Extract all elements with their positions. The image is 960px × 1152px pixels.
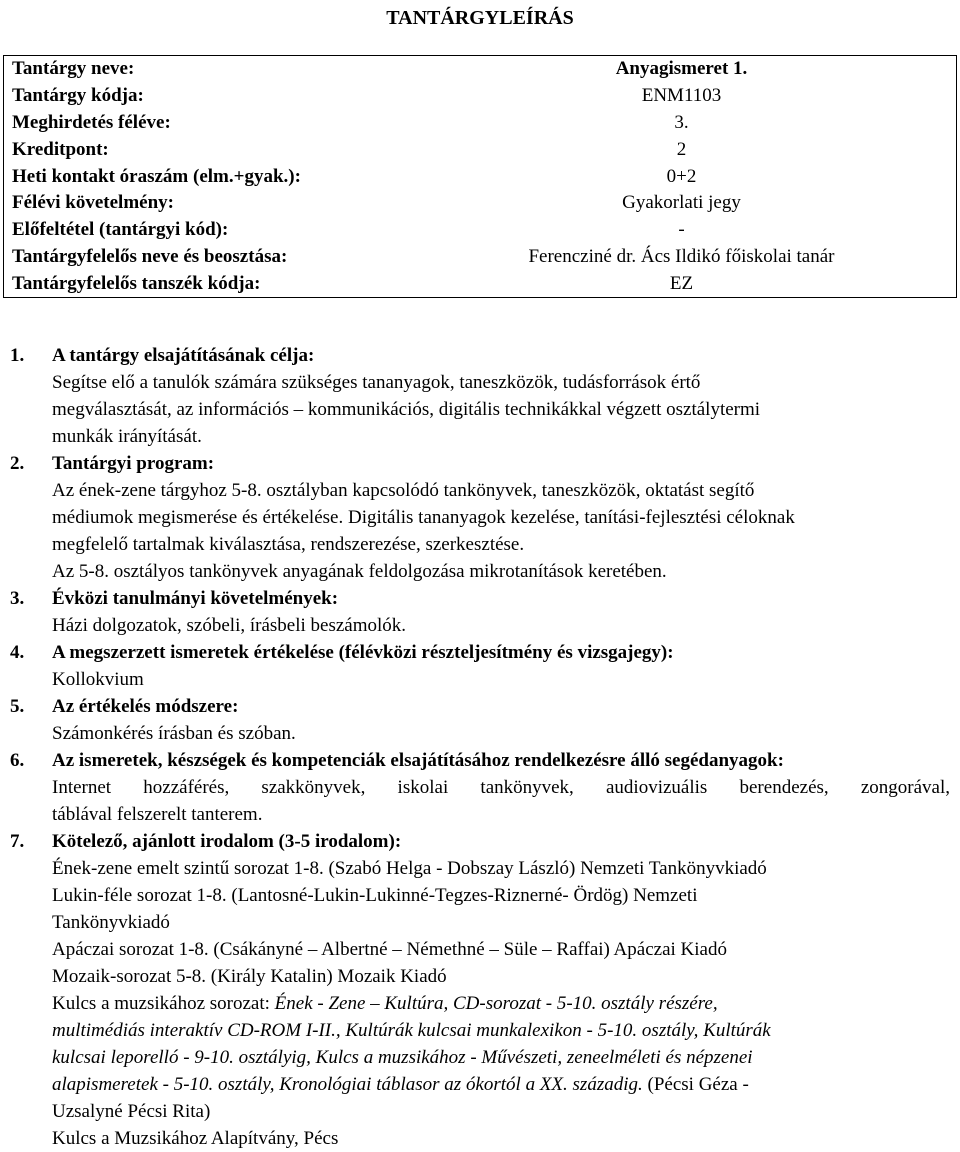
info-row-contact-hours: [4, 163, 957, 190]
kulcs-line-3: kulcsai leporelló - 9-10. osztályig, Kulcs a muzsikához - Művészeti, zeneelméleti és népzenei: [52, 1047, 753, 1068]
section-number: 4.: [10, 642, 25, 663]
section-title: A megszerzett ismeretek értékelése (félévközi részteljesítmény és vizsgajegy):: [52, 642, 674, 663]
section-2-line: médiumok megismerése és értékelése. Digitális tananyagok kezelése, tanítási-fejlesztési céloknak: [52, 507, 795, 528]
section-1-line: megválasztását, az információs – kommunikációs, digitális technikákkal végzett osztálytermi: [52, 399, 761, 420]
info-value-course-name: Anyagismeret 1.: [615, 58, 748, 80]
document-title: TANTÁRGYLEÍRÁS: [386, 7, 574, 29]
section-7-line: Ének-zene emelt szintű sorozat 1-8. (Szabó Helga - Dobszay László) Nemzeti Tankönyvkiadó: [52, 858, 767, 879]
info-row-department: [4, 270, 957, 297]
section-7-line: Mozaik-sorozat 5-8. (Király Katalin) Mozaik Kiadó: [52, 966, 447, 987]
info-row-prerequisite: [4, 217, 957, 244]
section-title: Évközi tanulmányi követelmények:: [52, 588, 339, 609]
course-sections: [0, 342, 960, 1152]
section-number: 6.: [10, 750, 25, 771]
section-6-line: táblával felszerelt tanterem.: [52, 804, 263, 825]
section-number: 1.: [10, 345, 25, 366]
info-value-department: EZ: [669, 272, 694, 294]
kulcs-line-4: [0, 1071, 960, 1098]
kulcs-prefix: Kulcs a muzsikához sorozat:: [52, 993, 275, 1014]
section-7-heading: [0, 828, 960, 855]
info-value-course-code: ENM1103: [641, 85, 722, 107]
info-row-course-name: [4, 56, 957, 83]
kulcs-italic: Ének - Zene – Kultúra, CD-sorozat - 5-10. osztály részére,: [274, 993, 718, 1014]
info-label: Kreditpont:: [12, 138, 109, 160]
section-3-heading: [0, 585, 960, 612]
section-2-line: Az 5-8. osztályos tankönyvek anyagának feldolgozása mikrotanítások keretében.: [52, 561, 667, 582]
info-value-responsible: Ferencziné dr. Ács Ildikó főiskolai tanár: [528, 245, 835, 267]
section-6-heading: [0, 747, 960, 774]
info-label: Tantárgyfelelős tanszék kódja:: [12, 272, 261, 294]
section-4-heading: [0, 639, 960, 666]
info-label: Félévi követelmény:: [12, 192, 174, 214]
info-row-responsible: [4, 244, 957, 271]
section-7-line: Tankönyvkiadó: [52, 912, 170, 933]
section-2-line: megfelelő tartalmak kiválasztása, rendszerezése, szerkesztése.: [52, 534, 525, 555]
kulcs-suffix: (Pécsi Géza -: [642, 1074, 749, 1095]
info-value-prerequisite: -: [678, 219, 685, 241]
info-label: Tantárgy neve:: [12, 58, 135, 80]
section-2-line: Az ének-zene tárgyhoz 5-8. osztályban kapcsolódó tankönyvek, taneszközök, oktatást segítő: [52, 480, 755, 501]
section-number: 2.: [10, 453, 25, 474]
info-row-requirement: [4, 190, 957, 217]
section-title: A tantárgy elsajátításának célja:: [52, 345, 315, 366]
course-info-table: [3, 55, 957, 298]
section-number: 7.: [10, 831, 25, 852]
info-value-semester: 3.: [674, 111, 689, 133]
info-label: Tantárgy kódja:: [12, 85, 144, 107]
kulcs-italic: alapismeretek - 5-10. osztály, Kronológiai táblasor az ókortól a XX. századig.: [52, 1074, 643, 1095]
section-7-last-line: Kulcs a Muzsikához Alapítvány, Pécs: [52, 1128, 339, 1149]
section-title: Az ismeretek, készségek és kompetenciák elsajátításához rendelkezésre álló segédanyagok:: [52, 750, 784, 771]
info-label: Tantárgyfelelős neve és beosztása:: [12, 245, 288, 267]
section-title: Az értékelés módszere:: [52, 696, 239, 717]
section-5-line: Számonkérés írásban és szóban.: [52, 723, 296, 744]
info-row-credits: [4, 136, 957, 163]
info-value-requirement: Gyakorlati jegy: [622, 192, 741, 214]
info-label: Heti kontakt óraszám (elm.+gyak.):: [12, 165, 301, 187]
info-row-course-code: [4, 83, 957, 110]
section-2-heading: [0, 450, 960, 477]
kulcs-line-1: [0, 990, 960, 1017]
info-label: Előfeltétel (tantárgyi kód):: [12, 219, 229, 241]
section-5-heading: [0, 693, 960, 720]
section-7-line: Lukin-féle sorozat 1-8. (Lantosné-Lukin-Lukinné-Tegzes-Riznerné- Ördög) Nemzeti: [52, 885, 698, 906]
info-value-contact-hours: 0+2: [666, 165, 697, 187]
section-number: 3.: [10, 588, 25, 609]
section-1-heading: [0, 342, 960, 369]
info-label: Meghirdetés féléve:: [12, 111, 171, 133]
kulcs-line-5: Uzsalyné Pécsi Rita): [52, 1101, 211, 1122]
section-number: 5.: [10, 696, 25, 717]
kulcs-line-2: multimédiás interaktív CD-ROM I-II., Kultúrák kulcsai munkalexikon - 5-10. osztály, Kultúrák: [52, 1020, 771, 1041]
section-7-line: Apáczai sorozat 1-8. (Csákányné – Albertné – Némethné – Süle – Raffai) Apáczai Kiadó: [52, 939, 727, 960]
section-1-line: Segítse elő a tanulók számára szükséges tananyagok, taneszközök, tudásforrások értő: [52, 372, 701, 393]
info-row-semester: [4, 110, 957, 137]
section-4-line: Kollokvium: [52, 669, 144, 690]
section-title: Tantárgyi program:: [52, 453, 215, 474]
section-6-line: Internet hozzáférés, szakkönyvek, iskolai tankönyvek, audiovizuális berendezés, zongorával,: [52, 777, 950, 798]
section-3-line: Házi dolgozatok, szóbeli, írásbeli beszámolók.: [52, 615, 407, 636]
section-title: Kötelező, ajánlott irodalom (3-5 irodalom):: [52, 831, 402, 852]
section-1-line: munkák irányítását.: [52, 426, 202, 447]
info-value-credits: 2: [676, 138, 687, 160]
